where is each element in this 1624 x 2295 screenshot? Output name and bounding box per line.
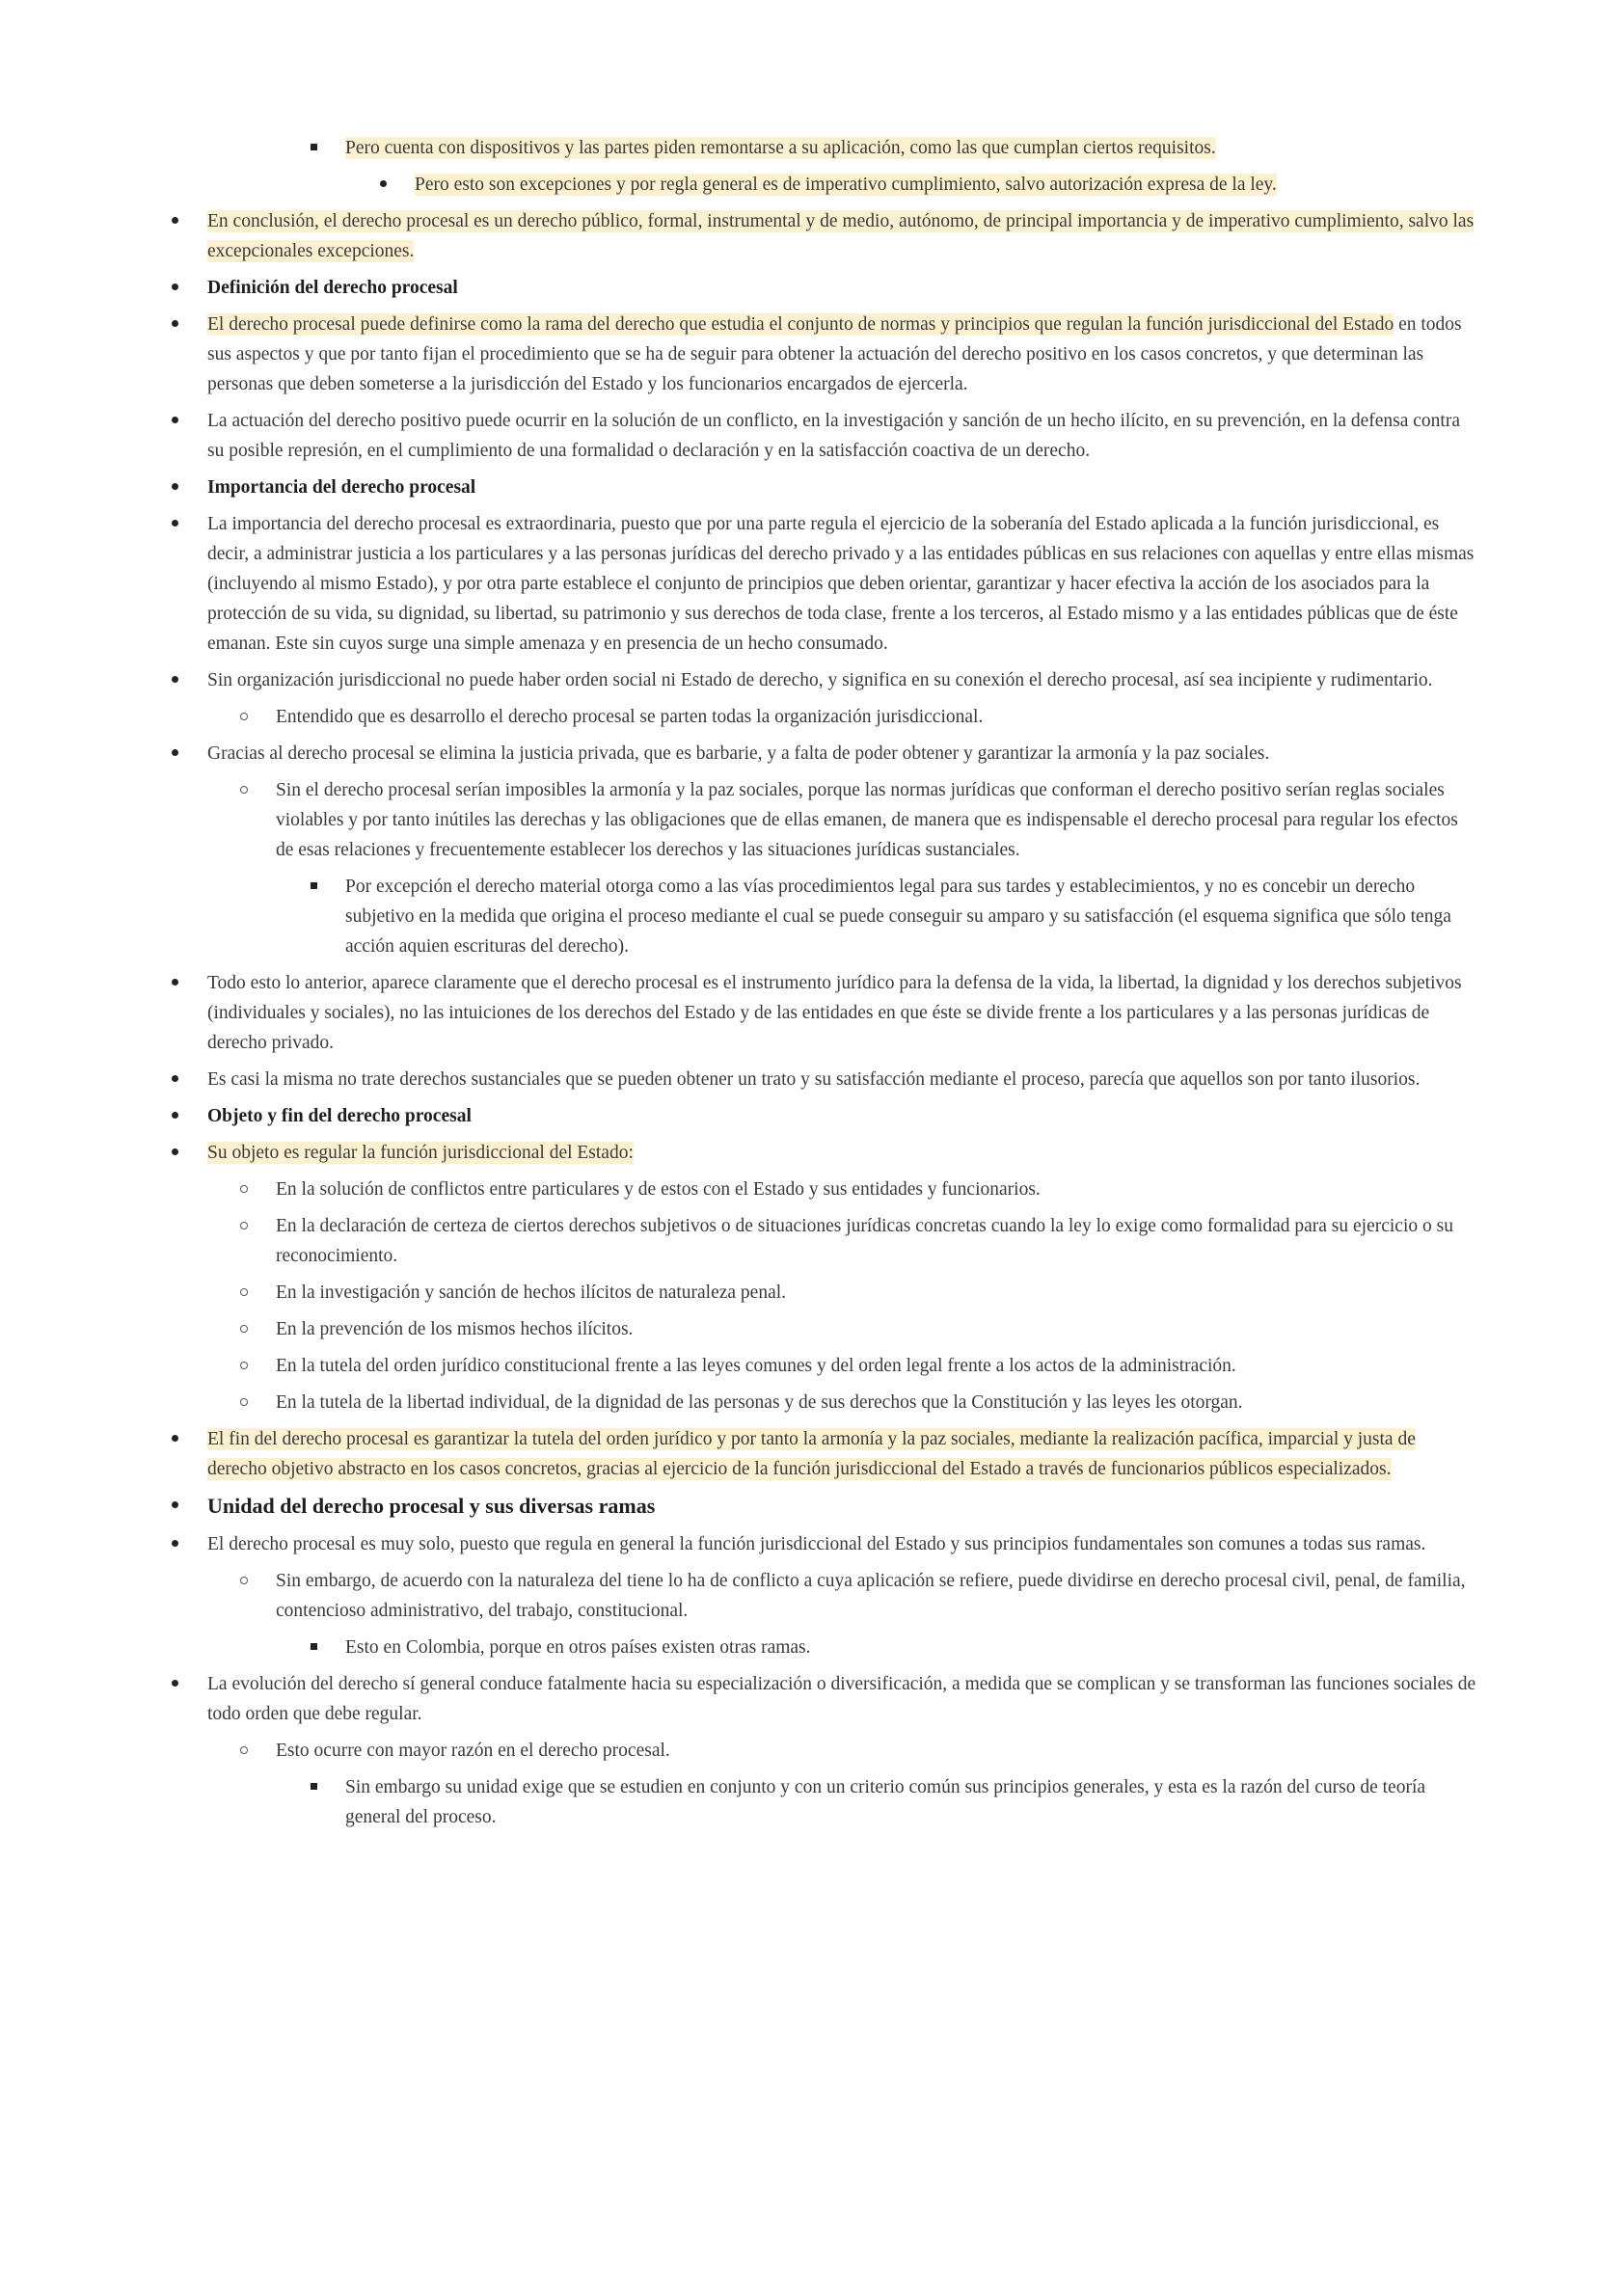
list-item [0, 273, 1624, 303]
dot-bullet-icon [172, 1491, 178, 1521]
dot-bullet-icon [172, 206, 178, 236]
dot-bullet-icon [172, 1424, 178, 1454]
list-item [0, 1424, 1624, 1484]
list-item [0, 702, 1624, 732]
dot-bullet-icon [172, 273, 178, 303]
list-item [0, 1278, 1624, 1308]
section-heading: Unidad del derecho procesal y sus diversas ramas [207, 1494, 656, 1518]
square-bullet-icon [311, 872, 317, 902]
section-heading: Importancia del derecho procesal [207, 477, 476, 498]
outline-list [0, 133, 1624, 1832]
list-item [0, 1633, 1624, 1662]
highlighted-text: El derecho procesal puede definirse como la rama del derecho que estudia el conjunto de normas y principios que regulan la función jurisdiccional del Estado [207, 314, 1394, 335]
body-text: Por excepción el derecho material otorga como a las vías procedimientos legal para sus tardes y establecimientos, y no es concebir un derecho subjetivo en la medida que origina el proceso mediante el cual se puede conseguir su amparo y su satisfacción (el esquema significa que sólo tenga acción aquien escrituras del derecho). [345, 877, 1451, 957]
body-text: Sin embargo su unidad exige que se estudien en conjunto y con un criterio común sus principios generales, y esta es la razón del curso de teoría general del proceso. [345, 1777, 1426, 1827]
dot-bullet-icon [172, 509, 178, 539]
list-item [0, 1529, 1624, 1559]
body-text: La actuación del derecho positivo puede ocurrir en la solución de un conflicto, en la investigación y sanción de un hecho ilícito, en su prevención, en la defensa contra su posible represión, en el cumplimiento de una formalidad o declaración y en la satisfacción coactiva de un derecho. [207, 411, 1460, 461]
circle-bullet-icon [240, 775, 248, 805]
list-item [0, 1351, 1624, 1381]
list-item [0, 1174, 1624, 1204]
circle-bullet-icon [240, 1211, 248, 1241]
square-bullet-icon [311, 1772, 317, 1802]
list-item [0, 739, 1624, 769]
list-item [0, 1101, 1624, 1131]
body-text: En la prevención de los mismos hechos ilícitos. [276, 1319, 634, 1339]
square-bullet-icon [311, 133, 317, 163]
list-item [0, 775, 1624, 865]
square-bullet-icon [311, 1633, 317, 1662]
body-text: En la tutela del orden jurídico constitucional frente a las leyes comunes y del orden legal frente a los actos de la administración. [276, 1356, 1236, 1376]
list-item [0, 665, 1624, 695]
body-text: En la declaración de certeza de ciertos derechos subjetivos o de situaciones jurídicas concretas cuando la ley lo exige como formalidad para su ejercicio o su reconocimiento. [276, 1216, 1453, 1266]
highlighted-text: Pero esto son excepciones y por regla general es de imperativo cumplimiento, salvo autorización expresa de la ley. [415, 175, 1277, 195]
list-item [0, 1669, 1624, 1729]
body-text: Esto ocurre con mayor razón en el derecho procesal. [276, 1741, 670, 1761]
highlighted-text: En conclusión, el derecho procesal es un derecho público, formal, instrumental y de medio, autónomo, de principal importancia y de imperativo cumplimiento, salvo las excepcionales excepciones. [207, 211, 1475, 261]
list-item [0, 133, 1624, 163]
circle-bullet-icon [240, 1736, 248, 1766]
list-item [0, 1314, 1624, 1344]
list-item [0, 472, 1624, 502]
dot-bullet-icon [172, 739, 178, 769]
list-item [0, 509, 1624, 659]
circle-bullet-icon [240, 1278, 248, 1308]
dot-bullet-icon [172, 1529, 178, 1559]
body-text: Sin el derecho procesal serían imposibles la armonía y la paz sociales, porque las normas jurídicas que conforman el derecho positivo serían reglas sociales violables y por tanto inútiles las derechas y las obligaciones que de ellas emanen, de manera que es indispensable el derecho procesal para regular los efectos de esas relaciones y frecuentemente establecer los derechos y las situaciones jurídicas sustanciales. [276, 780, 1458, 860]
dot-bullet-icon [172, 310, 178, 339]
dot-bullet-icon [172, 968, 178, 998]
list-item [0, 1211, 1624, 1271]
body-text: Sin organización jurisdiccional no puede haber orden social ni Estado de derecho, y significa en su conexión el derecho procesal, así sea incipiente y rudimentario. [207, 670, 1433, 690]
body-text: Entendido que es desarrollo el derecho procesal se parten todas la organización jurisdiccional. [276, 707, 984, 727]
dot-bullet-icon [172, 406, 178, 436]
body-text: Gracias al derecho procesal se elimina la justicia privada, que es barbarie, y a falta de poder obtener y garantizar la armonía y la paz sociales. [207, 743, 1270, 764]
list-item [0, 968, 1624, 1058]
list-item [0, 872, 1624, 961]
list-item [0, 1772, 1624, 1832]
list-item [0, 310, 1624, 399]
circle-bullet-icon [240, 1314, 248, 1344]
section-heading: Definición del derecho procesal [207, 278, 458, 298]
list-item [0, 206, 1624, 266]
body-text: Esto en Colombia, porque en otros países existen otras ramas. [345, 1637, 811, 1658]
body-text: En la investigación y sanción de hechos ilícitos de naturaleza penal. [276, 1282, 787, 1303]
list-item [0, 1491, 1624, 1523]
highlighted-text: Su objeto es regular la función jurisdiccional del Estado: [207, 1143, 634, 1163]
dot-bullet-icon [172, 1065, 178, 1094]
list-item [0, 1388, 1624, 1418]
dot-bullet-icon [172, 472, 178, 502]
list-item [0, 1736, 1624, 1766]
circle-bullet-icon [240, 702, 248, 732]
circle-bullet-icon [240, 1566, 248, 1596]
body-text: Sin embargo, de acuerdo con la naturaleza del tiene lo ha de conflicto a cuya aplicación se refiere, puede dividirse en derecho procesal civil, penal, de familia, contencioso administrativo, del trabajo, constitucional. [276, 1571, 1466, 1621]
list-item [0, 1065, 1624, 1094]
body-text: La evolución del derecho sí general conduce fatalmente hacia su especialización o diversificación, a medida que se complican y se transforman las funciones sociales de todo orden que debe regular. [207, 1674, 1476, 1724]
circle-bullet-icon [240, 1174, 248, 1204]
circle-bullet-icon [240, 1351, 248, 1381]
body-text: En la solución de conflictos entre particulares y de estos con el Estado y sus entidades y funcionarios. [276, 1179, 1041, 1200]
dot-bullet-icon [172, 1138, 178, 1168]
highlighted-text: El fin del derecho procesal es garantizar la tutela del orden jurídico y por tanto la armonía y la paz sociales, mediante la realización pacífica, imparcial y justa de derecho objetivo abstracto en los casos concretos, gracias al ejercicio de la función jurisdiccional del Estado a través de funcionarios públicos especializados. [207, 1429, 1416, 1479]
body-text: Todo esto lo anterior, aparece claramente que el derecho procesal es el instrumento jurídico para la defensa de la vida, la libertad, la dignidad y los derechos subjetivos (individuales y sociales), no las intuiciones de los derechos del Estado y de las entidades en que éste se divide frente a los particulares y a las personas jurídicas de derecho privado. [207, 973, 1462, 1053]
body-text: En la tutela de la libertad individual, de la dignidad de las personas y de sus derechos que la Constitución y las leyes les otorgan. [276, 1392, 1243, 1413]
body-text: en todos sus aspectos y que por tanto fijan el procedimiento que se ha de seguir para obtener la actuación del derecho positivo en los casos concretos, y que determinan las personas que deben someterse a la jurisdicción del Estado y los funcionarios encargados de ejercerla. [207, 314, 1462, 394]
list-item [0, 1566, 1624, 1626]
body-text: Es casi la misma no trate derechos sustanciales que se pueden obtener un trato y su satisfacción mediante el proceso, parecía que aquellos son por tanto ilusorios. [207, 1069, 1421, 1090]
circle-bullet-icon [240, 1388, 248, 1418]
body-text: La importancia del derecho procesal es extraordinaria, puesto que por una parte regula el ejercicio de la soberanía del Estado aplicada a la función jurisdiccional, es decir, a administrar justicia a los particulares y a las personas jurídicas del derecho privado y a las entidades públicas en sus relaciones con aquellas y entre ellas mismas (incluyendo al mismo Estado), y por otra parte establece el conjunto de principios que deben orientar, garantizar y hacer efectiva la acción de los asociados para la protección de su vida, su dignidad, su libertad, su patrimonio y sus derechos de toda clase, frente a los terceros, al Estado mismo y a las entidades públicas que de éste emanan. Este sin cuyos surge una simple amenaza y en presencia de un hecho consumado. [207, 514, 1475, 654]
dot-bullet-icon [172, 1669, 178, 1699]
list-item [0, 406, 1624, 466]
dot-bullet-icon [380, 170, 387, 200]
body-text: El derecho procesal es muy solo, puesto que regula en general la función jurisdiccional del Estado y sus principios fundamentales son comunes a todas sus ramas. [207, 1534, 1426, 1554]
section-heading: Objeto y fin del derecho procesal [207, 1106, 472, 1126]
list-item [0, 170, 1624, 200]
highlighted-text: Pero cuenta con dispositivos y las partes piden remontarse a su aplicación, como las que cumplan ciertos requisitos. [345, 138, 1216, 158]
dot-bullet-icon [172, 1101, 178, 1131]
list-item [0, 1138, 1624, 1168]
dot-bullet-icon [172, 665, 178, 695]
